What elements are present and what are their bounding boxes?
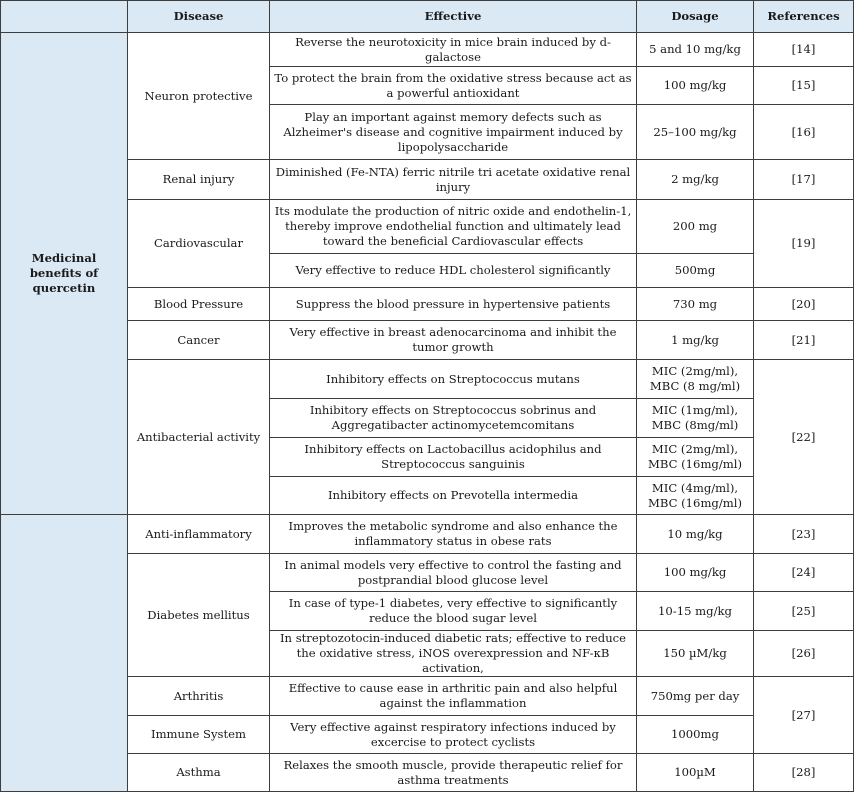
disease-cell: Arthritis (128, 677, 270, 716)
header-disease: Disease (128, 1, 270, 33)
dosage-cell: 730 mg (637, 288, 754, 321)
effective-cell: In streptozotocin-induced diabetic rats; effective to reduce the oxidative stress, iNOS overexpression and NF-κB activation, (270, 631, 637, 677)
effective-cell: Play an important against memory defects such as Alzheimer's disease and cognitive impairment induced by lipopolysaccharide (270, 105, 637, 160)
effective-cell: Diminished (Fe-NTA) ferric nitrile tri acetate oxidative renal injury (270, 160, 637, 200)
reference-cell: [20] (754, 288, 854, 321)
effective-cell: Relaxes the smooth muscle, provide therapeutic relief for asthma treatments (270, 754, 637, 792)
effective-cell: To protect the brain from the oxidative stress because act as a powerful antioxidant (270, 67, 637, 105)
disease-cell: Immune System (128, 716, 270, 754)
disease-cell: Anti-inflammatory (128, 515, 270, 554)
dosage-cell: 200 mg (637, 200, 754, 254)
effective-cell: In animal models very effective to control the fasting and postprandial blood glucose level (270, 554, 637, 592)
effective-cell: Very effective to reduce HDL cholesterol significantly (270, 254, 637, 288)
dosage-cell: MIC (1mg/ml), MBC (8mg/ml) (637, 399, 754, 438)
disease-cell: Renal injury (128, 160, 270, 200)
table-row (1, 288, 854, 321)
group-label-blank (1, 515, 128, 792)
header-blank (1, 1, 128, 33)
effective-cell: In case of type-1 diabetes, very effective to significantly reduce the blood sugar level (270, 592, 637, 631)
effective-cell: Suppress the blood pressure in hypertensive patients (270, 288, 637, 321)
disease-cell: Diabetes mellitus (128, 554, 270, 677)
table-row (1, 754, 854, 792)
reference-cell: [25] (754, 592, 854, 631)
table-row (1, 554, 854, 592)
dosage-cell: 10 mg/kg (637, 515, 754, 554)
header-row (1, 1, 854, 33)
effective-cell: Inhibitory effects on Streptococcus mutans (270, 360, 637, 399)
reference-cell: [14] (754, 33, 854, 67)
table-row (1, 321, 854, 360)
dosage-cell: 100 mg/kg (637, 67, 754, 105)
disease-cell: Neuron protective (128, 33, 270, 160)
reference-cell: [19] (754, 200, 854, 288)
disease-cell: Cancer (128, 321, 270, 360)
reference-cell: [26] (754, 631, 854, 677)
effective-cell: Improves the metabolic syndrome and also enhance the inflammatory status in obese rats (270, 515, 637, 554)
reference-cell: [17] (754, 160, 854, 200)
effective-cell: Its modulate the production of nitric oxide and endothelin-1, thereby improve endothelial function and ultimately lead toward the beneficial Cardiovascular effects (270, 200, 637, 254)
dosage-cell: MIC (4mg/ml), MBC (16mg/ml) (637, 477, 754, 515)
dosage-cell: 1000mg (637, 716, 754, 754)
reference-cell: [22] (754, 360, 854, 515)
table-row (1, 160, 854, 200)
table-row (1, 716, 854, 754)
disease-cell: Cardiovascular (128, 200, 270, 288)
dosage-cell: 5 and 10 mg/kg (637, 33, 754, 67)
dosage-cell: 750mg per day (637, 677, 754, 716)
table-row (1, 677, 854, 716)
effective-cell: Inhibitory effects on Prevotella intermedia (270, 477, 637, 515)
disease-cell: Asthma (128, 754, 270, 792)
dosage-cell: 100 mg/kg (637, 554, 754, 592)
effective-cell: Reverse the neurotoxicity in mice brain induced by d-galactose (270, 33, 637, 67)
reference-cell: [28] (754, 754, 854, 792)
effective-cell: Very effective against respiratory infections induced by excercise to protect cyclists (270, 716, 637, 754)
dosage-cell: MIC (2mg/ml), MBC (16mg/ml) (637, 438, 754, 477)
table-row (1, 360, 854, 399)
dosage-cell: 1 mg/kg (637, 321, 754, 360)
header-references: References (754, 1, 854, 33)
dosage-cell: 25–100 mg/kg (637, 105, 754, 160)
dosage-cell: 2 mg/kg (637, 160, 754, 200)
dosage-cell: 100µM (637, 754, 754, 792)
table-row (1, 515, 854, 554)
dosage-cell: MIC (2mg/ml), MBC (8 mg/ml) (637, 360, 754, 399)
header-dosage: Dosage (637, 1, 754, 33)
reference-cell: [27] (754, 677, 854, 754)
dosage-cell: 150 µM/kg (637, 631, 754, 677)
table-row (1, 33, 854, 67)
reference-cell: [15] (754, 67, 854, 105)
effective-cell: Effective to cause ease in arthritic pain and also helpful against the inflammation (270, 677, 637, 716)
dosage-cell: 10-15 mg/kg (637, 592, 754, 631)
effective-cell: Very effective in breast adenocarcinoma and inhibit the tumor growth (270, 321, 637, 360)
reference-cell: [23] (754, 515, 854, 554)
reference-cell: [21] (754, 321, 854, 360)
disease-cell: Blood Pressure (128, 288, 270, 321)
effective-cell: Inhibitory effects on Lactobacillus acidophilus and Streptococcus sanguinis (270, 438, 637, 477)
reference-cell: [16] (754, 105, 854, 160)
group-label-quercetin: Medicinal benefits of quercetin (1, 33, 128, 515)
table-row (1, 200, 854, 254)
dosage-cell: 500mg (637, 254, 754, 288)
reference-cell: [24] (754, 554, 854, 592)
effective-cell: Inhibitory effects on Streptococcus sobrinus and Aggregatibacter actinomycetemcomitans (270, 399, 637, 438)
header-effective: Effective (270, 1, 637, 33)
disease-cell: Antibacterial activity (128, 360, 270, 515)
